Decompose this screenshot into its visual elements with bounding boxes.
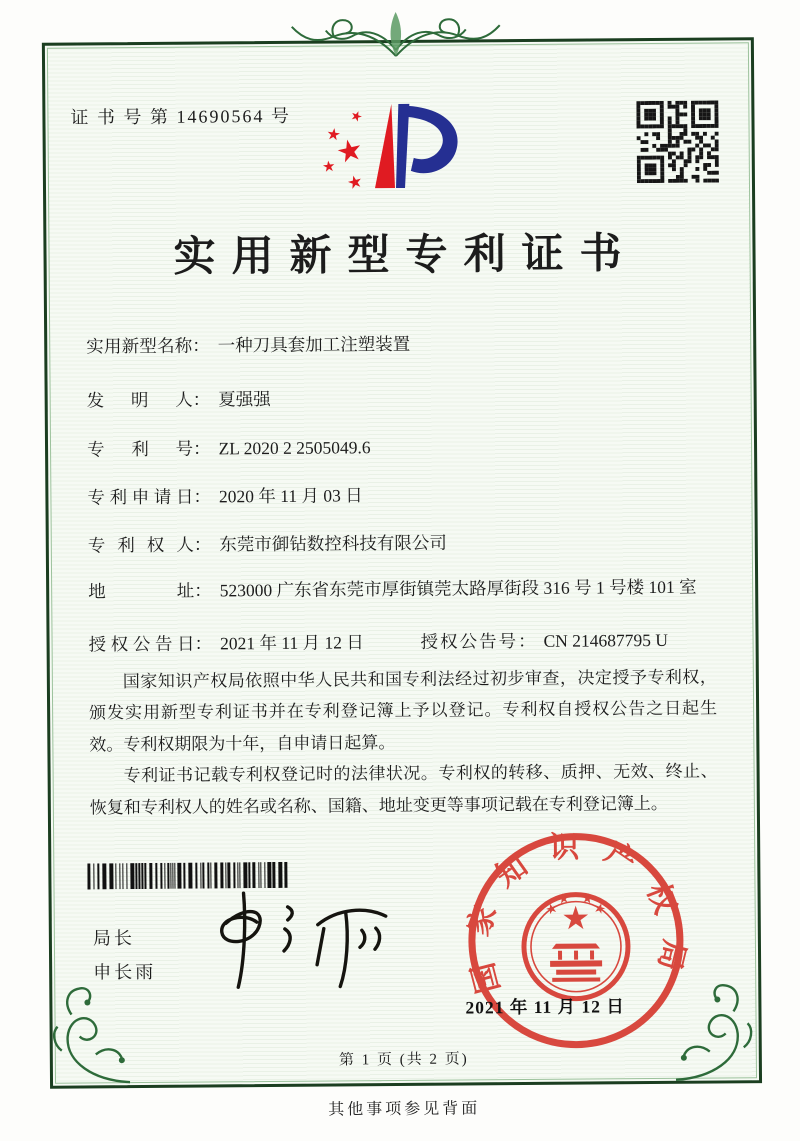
field-label: 实用新型名称 xyxy=(86,335,193,357)
back-side-note: 其他事项参见背面 xyxy=(328,1100,481,1119)
field-utility-model-name: 实用新型名称 ： 一种刀具套加工注塑装置 xyxy=(86,327,746,360)
field-value: 夏强强 xyxy=(218,389,271,410)
cnipa-logo-icon xyxy=(316,95,477,196)
top-ornament-flourish xyxy=(272,0,520,59)
field-label: 授权公告号 xyxy=(420,631,519,652)
field-value: 东莞市御钻数控科技有限公司 xyxy=(219,532,447,555)
legal-paragraph-2: 专利证书记载专利权登记时的法律状况。专利权的转移、质押、无效、终止、恢复和专利权人的姓名或名称、国籍、地址变更等事项记载在专利登记簿上。 xyxy=(89,761,718,818)
field-value: 523000 广东省东莞市厚街镇莞太路厚街段 316 号 1 号楼 101 室 xyxy=(219,576,697,601)
field-patentee: 专利权人 ： 东莞市御钻数控科技有限公司 xyxy=(88,526,748,559)
legal-text xyxy=(89,662,718,824)
field-label: 授权公告日 xyxy=(88,633,195,655)
field-grant-date: 授权公告日 ： 2021 年 11 月 12 日 授权公告号 ： CN 214687795 U xyxy=(88,625,748,658)
field-grant-number: 授权公告号 ： CN 214687795 U xyxy=(420,626,668,656)
field-value: ZL 2020 2 2505049.6 xyxy=(218,437,371,459)
field-patent-number: 专利号 ： ZL 2020 2 2505049.6 xyxy=(87,430,747,463)
field-filing-date: 专利申请日 ： 2020 年 11 月 03 日 xyxy=(87,478,747,511)
director-title: 局长 xyxy=(92,928,135,949)
legal-paragraph-1: 国家知识产权局依照中华人民共和国专利法经过初步审查，决定授予专利权，颁发实用新型专利证书并在专利登记簿上予以登记。专利权自授权公告之日起生效。专利权期限为十年，自申请日起算。 xyxy=(89,667,718,755)
field-value: 2020 年 11 月 03 日 xyxy=(218,485,363,507)
signature-shen-changyu xyxy=(187,886,418,996)
field-label: 专利号 xyxy=(86,438,194,460)
seal-date: 2021 年 11 月 12 日 xyxy=(465,996,625,1018)
certificate-number: 证 书 号 第 14690564 号 xyxy=(70,105,292,128)
barcode xyxy=(87,862,293,890)
field-inventor: 发明人 ： 夏强强 xyxy=(87,381,747,414)
qr-code xyxy=(636,100,719,183)
official-seal xyxy=(457,822,695,1060)
field-label: 专利权人 xyxy=(87,534,194,556)
director-name: 申长雨 xyxy=(93,961,157,983)
page-number: 第 1 页 (共 2 页) xyxy=(338,1051,469,1069)
field-label: 专利申请日 xyxy=(87,486,194,508)
field-address: 地址 ： 523000 广东省东莞市厚街镇莞太路厚街段 316 号 1 号楼 101 室 xyxy=(88,572,736,605)
field-label: 发明人 xyxy=(86,389,193,411)
field-value: CN 214687795 U xyxy=(543,629,669,651)
seal-ring-text: 国家知识产权局 xyxy=(461,830,691,997)
certificate-title: 实用新型专利证书 xyxy=(173,231,638,281)
field-value: 2021 年 11 月 12 日 xyxy=(220,632,364,654)
field-value: 一种刀具套加工注塑装置 xyxy=(217,333,411,356)
field-label: 地址 xyxy=(88,580,195,602)
national-emblem-icon xyxy=(524,892,629,999)
bottom-left-flourish xyxy=(41,984,134,1089)
